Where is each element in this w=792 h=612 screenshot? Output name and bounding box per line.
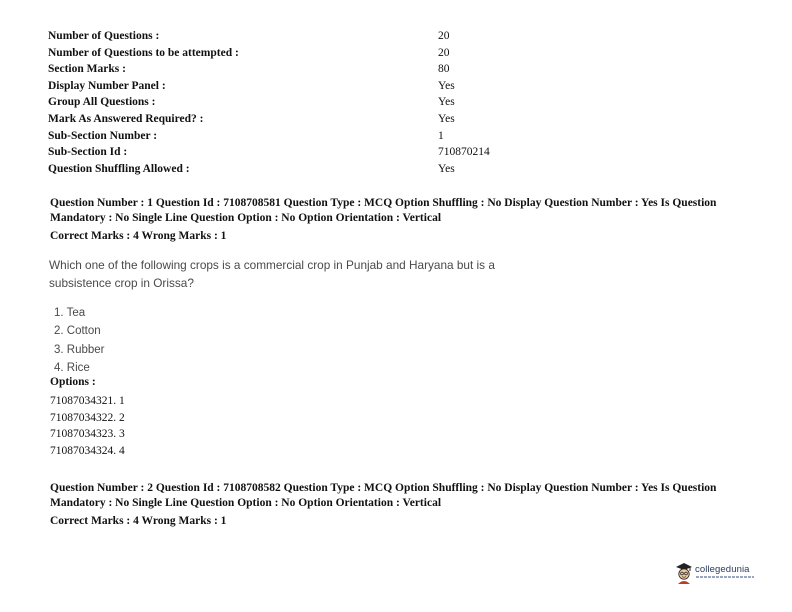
- info-label: Number of Questions :: [48, 30, 160, 42]
- option-id: 71087034321. 1: [50, 395, 125, 407]
- info-value: 710870214: [438, 146, 490, 159]
- info-value: 80: [438, 63, 450, 76]
- question-text-line: Which one of the following crops is a commercial crop in Punjab and Haryana but is a: [49, 258, 495, 272]
- answer-choice: 1. Tea: [54, 307, 86, 319]
- option-id: 71087034324. 4: [50, 444, 125, 457]
- info-value: Yes: [438, 112, 455, 125]
- info-label: Sub-Section Number :: [48, 129, 158, 142]
- logo-text: collegedunia: [695, 564, 750, 575]
- option-id: 71087034323. 3: [50, 428, 125, 440]
- question-meta-line: Mandatory : No Single Line Question Option : No Option Orientation : Vertical: [50, 212, 442, 224]
- question-text-line: subsistence crop in Orissa?: [49, 276, 194, 290]
- answer-choice: 4. Rice: [54, 361, 90, 374]
- question-2-header: [50, 481, 770, 529]
- question-1-choices: [54, 304, 105, 377]
- answer-choice: 2. Cotton: [54, 325, 101, 338]
- info-row: [48, 161, 568, 178]
- logo-tagline: [696, 576, 754, 578]
- info-label: Sub-Section Id :: [48, 146, 128, 159]
- question-meta-line: Question Number : 2 Question Id : 7108708582 Question Type : MCQ Option Shuffling : No Display Question Number : Yes Is Question: [50, 482, 717, 494]
- question-marks: Correct Marks : 4 Wrong Marks : 1: [50, 230, 227, 242]
- question-1-header: [50, 196, 770, 244]
- info-row: [48, 111, 568, 128]
- options-title: Options :: [50, 376, 96, 388]
- option-id-list: [50, 393, 125, 459]
- info-label: Question Shuffling Allowed :: [48, 162, 190, 175]
- section-info-table: [48, 28, 568, 177]
- collegedunia-logo: [674, 562, 764, 584]
- info-label: Number of Questions to be attempted :: [48, 46, 239, 59]
- info-row: [48, 78, 568, 95]
- question-marks: Correct Marks : 4 Wrong Marks : 1: [50, 515, 227, 527]
- info-row: [48, 61, 568, 78]
- info-label: Display Number Panel :: [48, 79, 166, 92]
- info-row: [48, 28, 568, 45]
- info-label: Group All Questions :: [48, 96, 156, 109]
- answer-choice: 3. Rubber: [54, 343, 105, 356]
- info-value: 20: [438, 46, 450, 59]
- info-row: [48, 94, 568, 111]
- info-value: 20: [438, 30, 450, 42]
- info-value: Yes: [438, 162, 455, 175]
- info-label: Mark As Answered Required? :: [48, 112, 204, 125]
- info-row: [48, 128, 568, 145]
- info-row: [48, 144, 568, 161]
- info-value: Yes: [438, 79, 455, 92]
- mascot-icon: [674, 562, 694, 584]
- info-value: 1: [438, 129, 444, 142]
- question-meta-line: Mandatory : No Single Line Question Option : No Option Orientation : Vertical: [50, 497, 442, 509]
- info-label: Section Marks :: [48, 63, 126, 76]
- info-row: [48, 45, 568, 62]
- option-id: 71087034322. 2: [50, 411, 125, 424]
- question-meta-line: Question Number : 1 Question Id : 7108708581 Question Type : MCQ Option Shuffling : No Display Question Number : Yes Is Question: [50, 197, 717, 209]
- info-value: Yes: [438, 96, 455, 109]
- question-1-text: [49, 256, 529, 292]
